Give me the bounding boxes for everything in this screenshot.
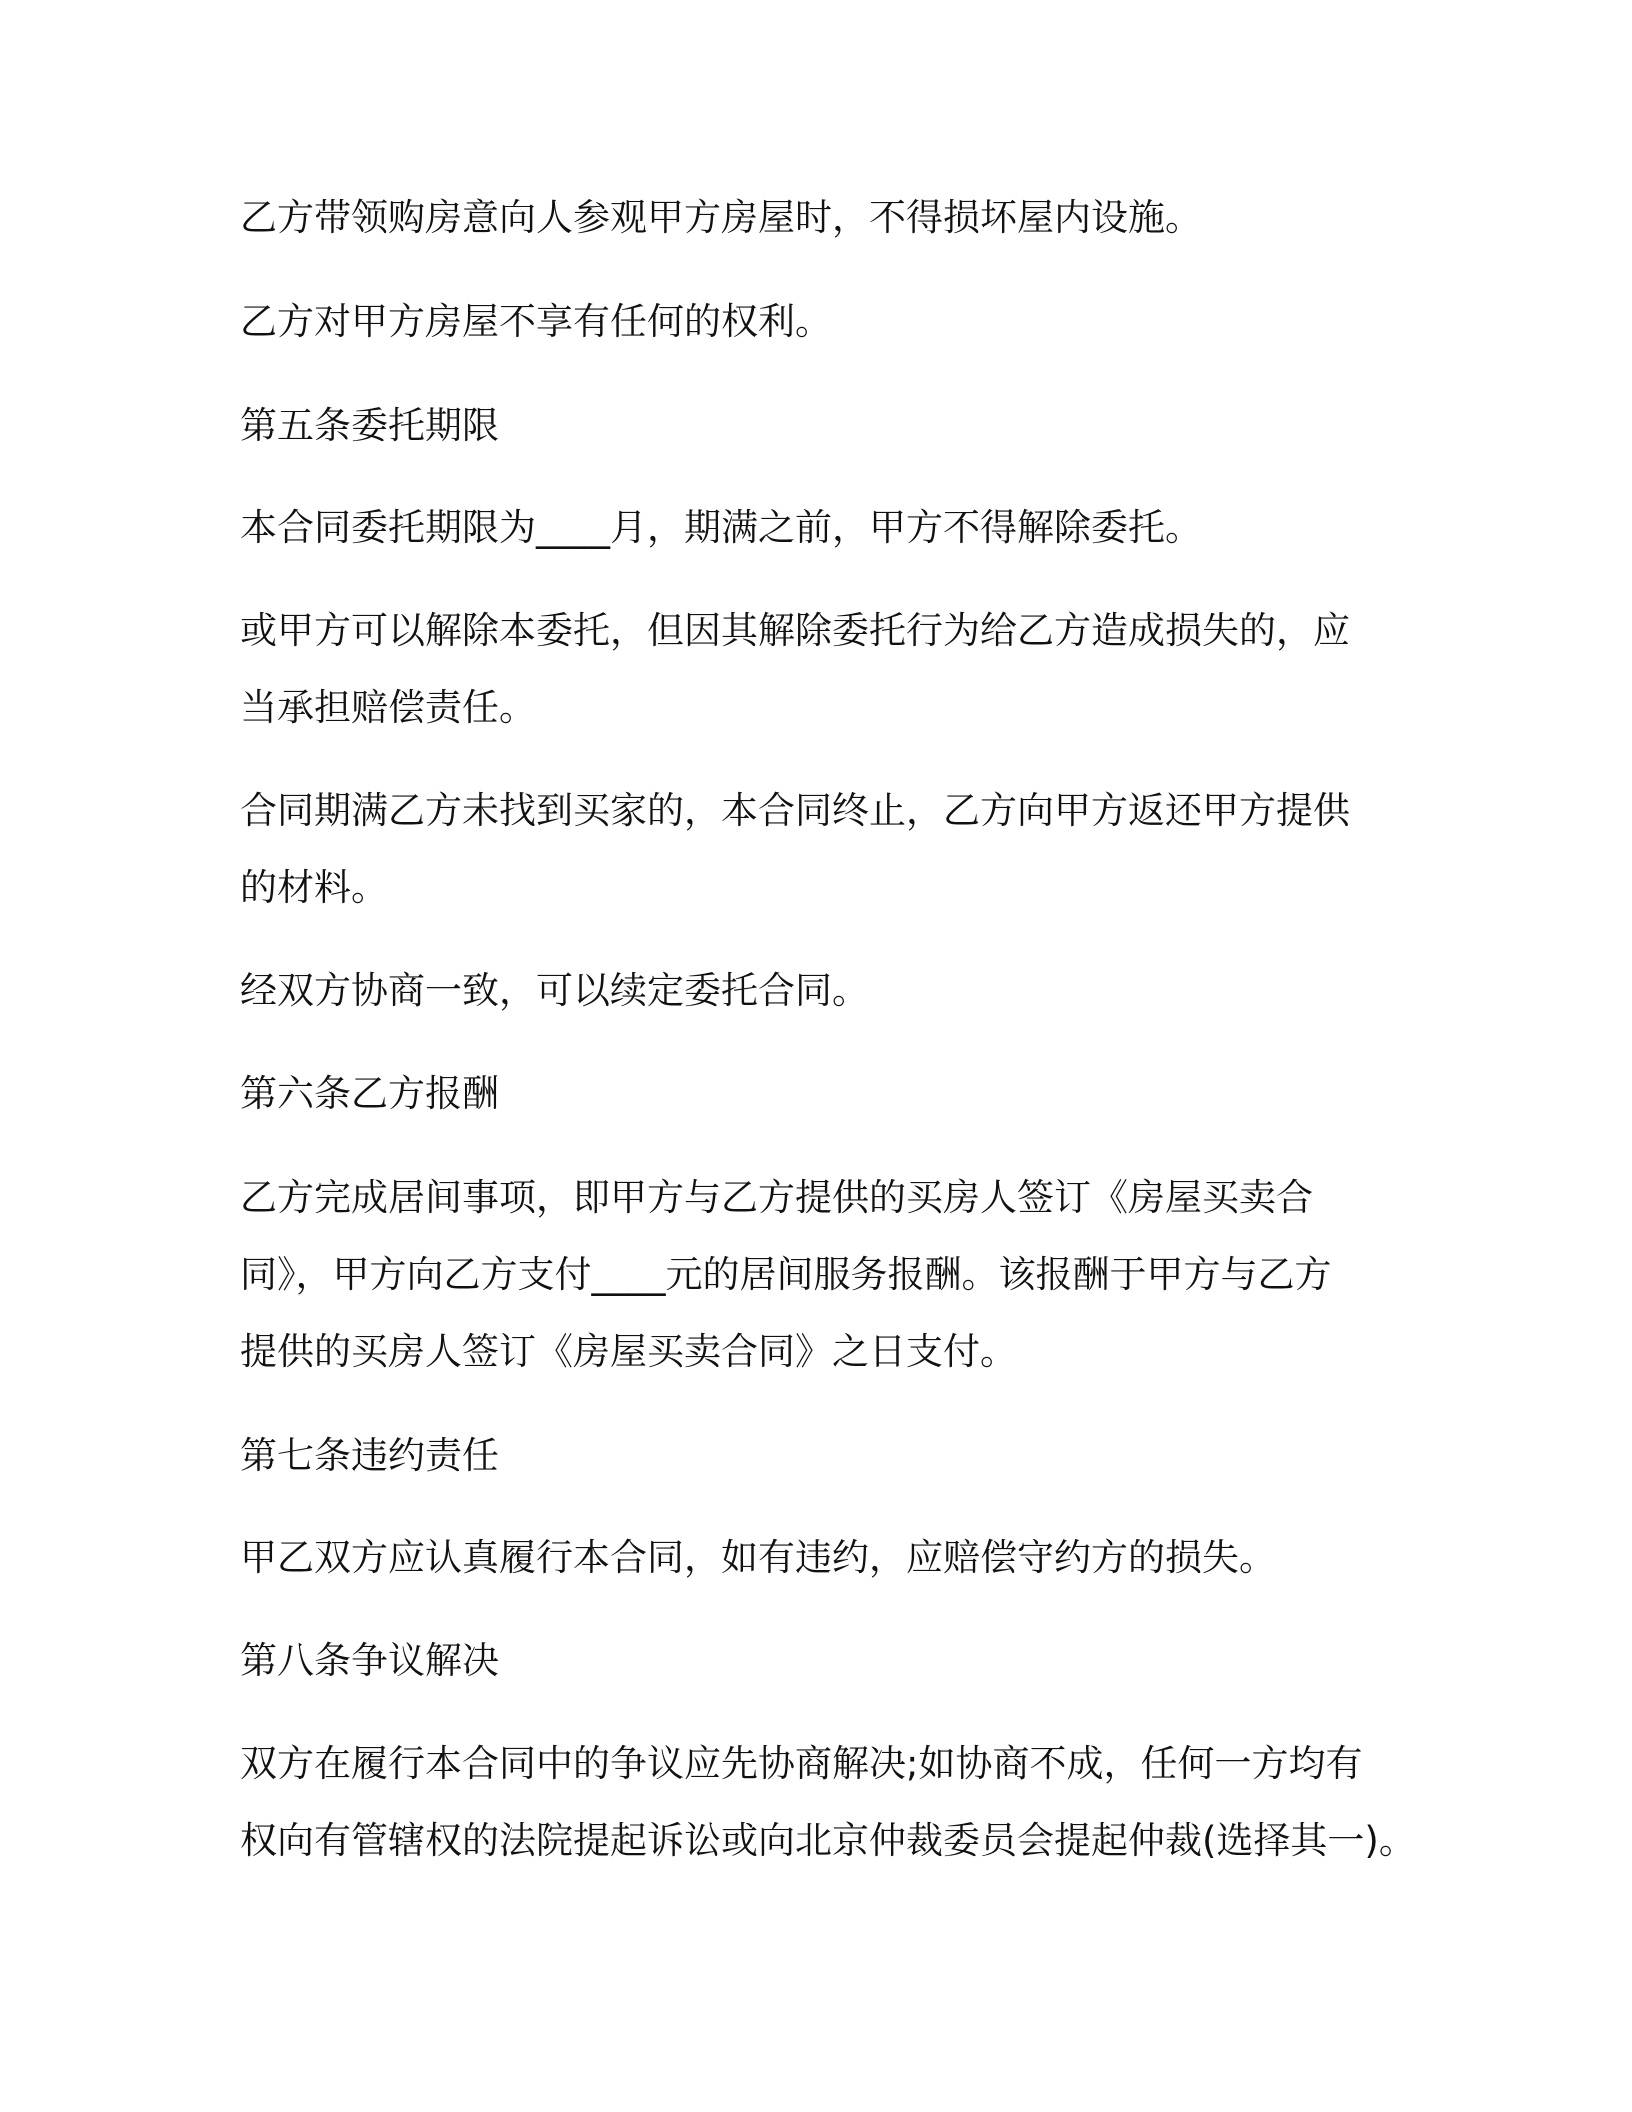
section-heading: 第七条违约责任 — [240, 1434, 499, 1477]
paragraph-line: 双方在履行本合同中的争议应先协商解决;如协商不成，任何一方均有 — [240, 1742, 1363, 1785]
paragraph-line: 权向有管辖权的法院提起诉讼或向北京仲裁委员会提起仲裁(选择其一)。 — [240, 1819, 1416, 1862]
paragraph-line: 合同期满乙方未找到买家的，本合同终止，乙方向甲方返还甲方提供 — [240, 789, 1350, 832]
paragraph-line: 或甲方可以解除本委托，但因其解除委托行为给乙方造成损失的，应 — [240, 609, 1350, 652]
paragraph-line: 的材料。 — [240, 866, 388, 909]
paragraph-line: 乙方带领购房意向人参观甲方房屋时，不得损坏屋内设施。 — [240, 196, 1202, 239]
paragraph-line: 甲乙双方应认真履行本合同，如有违约，应赔偿守约方的损失。 — [240, 1536, 1276, 1579]
section-heading: 第八条争议解决 — [240, 1639, 499, 1682]
paragraph-line: 乙方对甲方房屋不享有任何的权利。 — [240, 300, 832, 343]
section-heading: 第五条委托期限 — [240, 404, 499, 447]
paragraph-line: 经双方协商一致，可以续定委托合同。 — [240, 969, 869, 1012]
paragraph-line: 提供的买房人签订《房屋买卖合同》之日支付。 — [240, 1330, 1017, 1373]
paragraph-line: 同》，甲方向乙方支付____元的居间服务报酬。该报酬于甲方与乙方 — [240, 1253, 1332, 1296]
paragraph-line: 乙方完成居间事项，即甲方与乙方提供的买房人签订《房屋买卖合 — [240, 1176, 1313, 1219]
paragraph-line: 当承担赔偿责任。 — [240, 686, 536, 729]
paragraph-line: 本合同委托期限为____月，期满之前，甲方不得解除委托。 — [240, 506, 1202, 549]
section-heading: 第六条乙方报酬 — [240, 1072, 499, 1115]
